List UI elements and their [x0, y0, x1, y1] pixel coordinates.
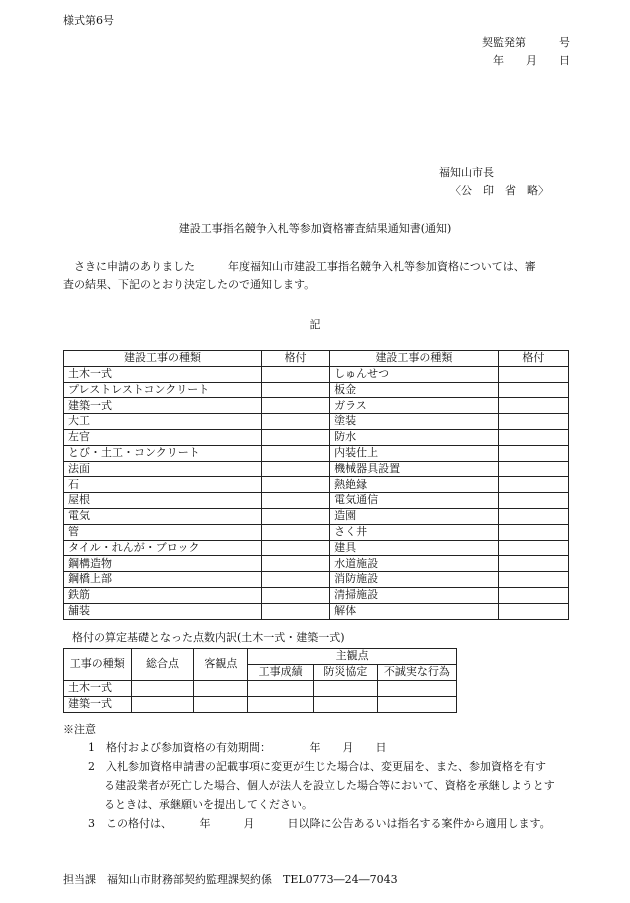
work-type-left: プレストレストコンクリート	[64, 382, 262, 398]
grade-table-header	[64, 351, 569, 367]
grade-right	[498, 414, 568, 430]
work-type-right: 塗装	[330, 414, 499, 430]
score-row	[64, 697, 457, 713]
grade-left	[262, 461, 330, 477]
grade-left	[262, 414, 330, 430]
grade-right	[498, 508, 568, 524]
header-objective-score: 客観点	[194, 649, 248, 681]
work-type-right: 水道施設	[330, 556, 499, 572]
work-type-right: 清掃施設	[330, 587, 499, 603]
work-type-left: 鉄筋	[64, 587, 262, 603]
grade-right	[498, 493, 568, 509]
grade-table-row	[64, 445, 569, 461]
document-date: 年 月 日	[493, 54, 570, 67]
grade-right	[498, 461, 568, 477]
grade-left	[262, 366, 330, 382]
grade-table-row	[64, 572, 569, 588]
work-type-right: 消防施設	[330, 572, 499, 588]
issuer-title: 福知山市長	[439, 166, 494, 179]
score-caption: 格付の算定基礎となった点数内訳(土木一式・建築一式)	[72, 631, 345, 644]
grade-table-row	[64, 429, 569, 445]
note-3: 3 この格付は、 年 月 日以降に公告あるいは指名する案件から適用します。	[88, 817, 551, 830]
grade-table-row	[64, 398, 569, 414]
work-type-right: 造園	[330, 508, 499, 524]
grade-table-row	[64, 524, 569, 540]
work-type-left: タイル・れんが・ブロック	[64, 540, 262, 556]
grade-table	[63, 350, 569, 620]
work-type-right: 解体	[330, 603, 499, 619]
grade-left	[262, 556, 330, 572]
work-type-right: しゅんせつ	[330, 366, 499, 382]
work-type-right: ガラス	[330, 398, 499, 414]
grade-left	[262, 493, 330, 509]
grade-left	[262, 398, 330, 414]
grade-left	[262, 524, 330, 540]
work-type-right: 板金	[330, 382, 499, 398]
note-2-line-1: 2 入札参加資格申請書の記載事項に変更が生じた場合は、変更届を、また、参加資格を有す	[88, 760, 546, 773]
footer-contact: 担当課 福知山市財務部契約監理課契約係 TEL0773―24―7043	[63, 873, 398, 886]
grade-right	[498, 398, 568, 414]
grade-right	[498, 429, 568, 445]
work-type-right: 機械器具設置	[330, 461, 499, 477]
header-grade-left: 格付	[262, 351, 330, 367]
grade-table-row	[64, 493, 569, 509]
work-type-left: 大工	[64, 414, 262, 430]
grade-table-row	[64, 382, 569, 398]
body-line-1: さきに申請のありました 年度福知山市建設工事指名競争入札等参加資格については、審	[74, 260, 536, 273]
grade-right	[498, 477, 568, 493]
grade-table-row	[64, 540, 569, 556]
work-type-left: 左官	[64, 429, 262, 445]
note-1: 1 格付および参加資格の有効期間： 年 月 日	[88, 741, 387, 754]
grade-left	[262, 587, 330, 603]
grade-right	[498, 587, 568, 603]
work-type-left: 舗装	[64, 603, 262, 619]
document-title: 建設工事指名競争入札等参加資格審査結果通知書(通知)	[178, 222, 452, 235]
form-number: 様式第6号	[63, 14, 114, 27]
work-type-right: 電気通信	[330, 493, 499, 509]
grade-left	[262, 572, 330, 588]
header-total-score: 総合点	[131, 649, 194, 681]
grade-right	[498, 556, 568, 572]
grade-table-row	[64, 603, 569, 619]
grade-left	[262, 603, 330, 619]
grade-left	[262, 508, 330, 524]
notes-heading: ※注意	[63, 723, 96, 736]
work-type-right: 内装仕上	[330, 445, 499, 461]
work-type-left: 建築一式	[64, 398, 262, 414]
score-row	[64, 681, 457, 697]
work-type-left: 鋼橋上部	[64, 572, 262, 588]
grade-left	[262, 382, 330, 398]
grade-table-row	[64, 508, 569, 524]
grade-table-row	[64, 556, 569, 572]
work-type-left: 土木一式	[64, 366, 262, 382]
work-type-right: さく井	[330, 524, 499, 540]
work-type-left: 管	[64, 524, 262, 540]
grade-left	[262, 540, 330, 556]
work-type-left: 鋼構造物	[64, 556, 262, 572]
header-work-record: 工事成績	[248, 665, 314, 681]
body-line-2: 査の結果、下記のとおり決定したので通知します。	[63, 278, 316, 291]
work-type-right: 防水	[330, 429, 499, 445]
grade-left	[262, 429, 330, 445]
note-2-line-3: るときは、承継願いを提出してください。	[104, 798, 313, 811]
work-type-right: 熱絶縁	[330, 477, 499, 493]
document-number: 契監発第 号	[482, 36, 570, 49]
grade-table-row	[64, 414, 569, 430]
work-type-left: 電気	[64, 508, 262, 524]
grade-right	[498, 382, 568, 398]
work-type-left: とび・土工・コンクリート	[64, 445, 262, 461]
grade-table-row	[64, 461, 569, 477]
header-subjective-score: 主観点	[248, 649, 457, 665]
grade-right	[498, 540, 568, 556]
header-work-type: 工事の種類	[64, 649, 132, 681]
score-row-label: 建築一式	[64, 697, 132, 713]
grade-right	[498, 445, 568, 461]
grade-right	[498, 572, 568, 588]
grade-right	[498, 524, 568, 540]
header-grade-right: 格付	[498, 351, 568, 367]
grade-table-row	[64, 587, 569, 603]
work-type-right: 建具	[330, 540, 499, 556]
note-2-line-2: る建設業者が死亡した場合、個人が法人を設立した場合等において、資格を承継しようとす	[104, 779, 555, 792]
header-type-left: 建設工事の種類	[64, 351, 262, 367]
score-header-row-1	[64, 649, 457, 665]
work-type-left: 石	[64, 477, 262, 493]
grade-table-row	[64, 366, 569, 382]
ki-heading: 記	[309, 318, 321, 331]
score-table	[63, 648, 457, 713]
header-type-right: 建設工事の種類	[330, 351, 499, 367]
grade-right	[498, 366, 568, 382]
seal-omitted: 〈公 印 省 略〉	[450, 184, 549, 197]
work-type-left: 法面	[64, 461, 262, 477]
header-dishonest-conduct: 不誠実な行為	[377, 665, 456, 681]
grade-left	[262, 445, 330, 461]
grade-right	[498, 603, 568, 619]
grade-table-row	[64, 477, 569, 493]
header-disaster-agreement: 防災協定	[313, 665, 377, 681]
score-row-label: 土木一式	[64, 681, 132, 697]
work-type-left: 屋根	[64, 493, 262, 509]
grade-left	[262, 477, 330, 493]
